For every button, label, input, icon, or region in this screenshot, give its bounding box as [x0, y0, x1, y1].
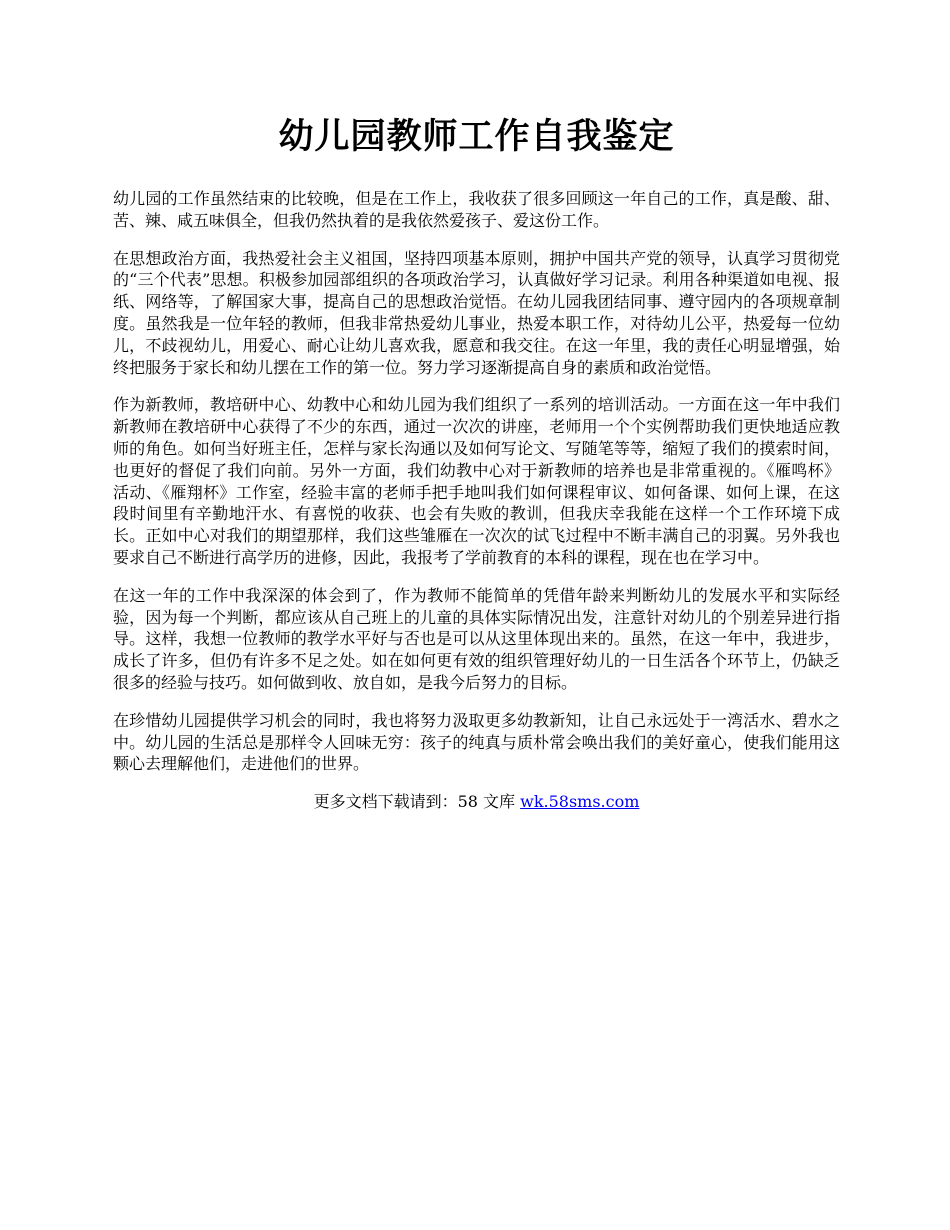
- paragraph-training: 作为新教师，教培研中心、幼教中心和幼儿园为我们组织了一系列的培训活动。一方面在这一年中我们新教师在教培研中心获得了不少的东西，通过一次次的讲座，老师用一个个实例帮助我们更快地适应教师的角色。如何当好班主任，怎样与家长沟通以及如何写论文、写随笔等等，缩短了我们的摸索时间，也更好的督促了我们向前。另外一方面，我们幼教中心对于新教师的培养也是非常重视的。《雁鸣杯》活动、《雁翔杯》工作室，经验丰富的老师手把手地叫我们如何课程审议、如何备课、如何上课，在这段时间里有辛勤地汗水、有喜悦的收获、也会有失败的教训，但我庆幸我能在这样一个工作环境下成长。正如中心对我们的期望那样，我们这些雏雁在一次次的试飞过程中不断丰满自己的羽翼。另外我也要求自己不断进行高学历的进修，因此，我报考了学前教育的本科的课程，现在也在学习中。: [113, 395, 840, 567]
- paragraph-reflection: 在这一年的工作中我深深的体会到了，作为教师不能简单的凭借年龄来判断幼儿的发展水平和实际经验，因为每一个判断，都应该从自己班上的儿童的具体实际情况出发，注意针对幼儿的个别差异进行指导。这样，我想一位教师的教学水平好与否也是可以从这里体现出来的。虽然，在这一年中，我进步，成长了许多，但仍有许多不足之处。如在如何更有效的组织管理好幼儿的一日生活各个环节上，仍缺乏很多的经验与技巧。如何做到收、放自如，是我今后努力的目标。: [113, 585, 840, 692]
- paragraph-closing: 在珍惜幼儿园提供学习机会的同时，我也将努力汲取更多幼教新知，让自己永远处于一湾活水、碧水之中。幼儿园的生活总是那样令人回味无穷：孩子的纯真与质朴常会唤出我们的美好童心，使我们能用这颗心去理解他们，走进他们的世界。: [113, 710, 840, 774]
- footer-prefix: 更多文档下载请到：58 文库: [313, 792, 521, 812]
- footer-link[interactable]: wk.58sms.com: [520, 792, 640, 812]
- document-page: [113, 112, 840, 813]
- footer-download-note: [113, 791, 840, 813]
- paragraph-political: 在思想政治方面，我热爱社会主义祖国，坚持四项基本原则，拥护中国共产党的领导，认真学习贯彻党的“三个代表”思想。积极参加园部组织的各项政治学习，认真做好学习记录。利用各种渠道如电视、报纸、网络等，了解国家大事，提高自己的思想政治觉悟。在幼儿园我团结同事、遵守园内的各项规章制度。虽然我是一位年轻的教师，但我非常热爱幼儿事业，热爱本职工作，对待幼儿公平，热爱每一位幼儿，不歧视幼儿，用爱心、耐心让幼儿喜欢我，愿意和我交往。在这一年里，我的责任心明显增强，始终把服务于家长和幼儿摆在工作的第一位。努力学习逐渐提高自身的素质和政治觉悟。: [113, 248, 840, 377]
- paragraph-intro: 幼儿园的工作虽然结束的比较晚，但是在工作上，我收获了很多回顾这一年自己的工作，真是酸、甜、苦、辣、咸五味俱全，但我仍然执着的是我依然爱孩子、爱这份工作。: [113, 189, 840, 230]
- document-title: 幼儿园教师工作自我鉴定: [278, 116, 675, 157]
